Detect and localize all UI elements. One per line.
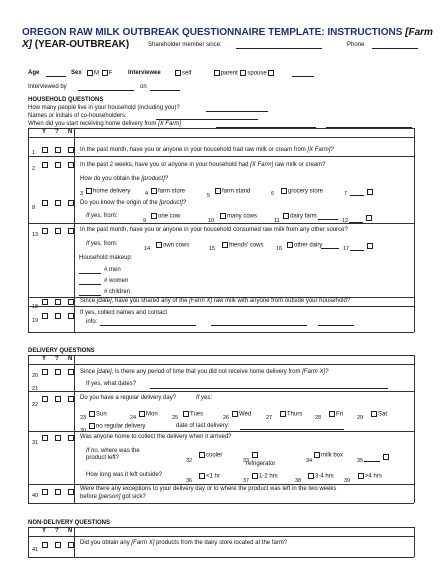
contact-info-field[interactable] <box>100 325 196 326</box>
children-field[interactable] <box>79 295 101 296</box>
qnum-9: 9 <box>143 218 147 224</box>
q19-info: info: <box>86 319 98 325</box>
shareholder-field[interactable] <box>236 48 322 49</box>
qnum-18: 18 <box>32 304 39 310</box>
qnum-17: 17 <box>343 246 350 252</box>
q22-no[interactable] <box>68 396 74 402</box>
contact-info-field-3[interactable] <box>318 325 354 326</box>
qnum-13: 13 <box>32 232 39 238</box>
row-rule <box>28 391 414 392</box>
day-fri: Fri <box>328 411 343 419</box>
delivery-heading: DELIVERY QUESTIONS <box>28 348 95 354</box>
day-wed: Wed <box>231 411 251 419</box>
household-table-right <box>414 128 415 332</box>
delivery-table-bottom <box>28 503 414 504</box>
q8-text: Do you know the origin of the [product]? <box>80 200 187 206</box>
own-cows-checkbox[interactable] <box>156 242 162 248</box>
milk-box-checkbox[interactable] <box>314 452 320 458</box>
qnum-10: 10 <box>208 218 215 224</box>
on-label: on <box>140 84 147 90</box>
household-header-rule <box>28 137 414 138</box>
col-n: N <box>68 129 73 135</box>
nondelivery-table-bottom <box>28 557 414 558</box>
q41-answers <box>41 542 75 550</box>
spouse-checkbox[interactable] <box>240 70 246 76</box>
delivery-table-right <box>414 355 415 503</box>
col-unsure: ? <box>55 528 59 534</box>
qnum-6: 6 <box>271 191 275 197</box>
fri-checkbox[interactable] <box>329 411 335 417</box>
what-dates-field[interactable] <box>150 388 388 389</box>
row-rule <box>28 306 414 307</box>
qnum-38: 38 <box>295 478 302 484</box>
qnum-41: 41 <box>32 547 39 553</box>
qnum-26: 26 <box>223 415 230 421</box>
contact-info-field-2[interactable] <box>211 325 307 326</box>
nondelivery-table-top <box>28 527 414 528</box>
other-source-checkbox[interactable] <box>367 243 373 249</box>
qnum-31: 31 <box>32 440 39 446</box>
interviewer-field[interactable] <box>78 90 134 91</box>
how-long-label: How long was it left outside? <box>86 472 163 478</box>
q19-no[interactable] <box>68 313 74 319</box>
other-source-field[interactable] <box>350 250 364 251</box>
qnum-19: 19 <box>32 318 39 324</box>
delivery-table-left <box>28 355 29 503</box>
qnum-29: 29 <box>357 415 364 421</box>
q20-yes[interactable] <box>42 369 48 375</box>
qnum-37: 37 <box>243 478 250 484</box>
one-cow-checkbox[interactable] <box>151 213 157 219</box>
qnum-20: 20 <box>32 373 39 379</box>
page-title: OREGON RAW MILK OUTBREAK QUESTIONNAIRE TEMPLATE: INSTRUCTIONS [Farm <box>22 27 433 38</box>
other-dairy-checkbox[interactable] <box>287 242 293 248</box>
q8-unsure[interactable] <box>55 200 61 206</box>
qnum-27: 27 <box>266 415 273 421</box>
many-cows-checkbox[interactable] <box>220 213 226 219</box>
men-field[interactable] <box>79 273 101 274</box>
q19-unsure[interactable] <box>55 313 61 319</box>
q22-unsure[interactable] <box>55 396 61 402</box>
age-label: Age <box>28 70 40 76</box>
q40-text: Were there any exceptions to your delivery day or to where the product was left in the two weeks <box>80 486 337 492</box>
q31-yes[interactable] <box>42 435 48 441</box>
qnum-36: 36 <box>186 478 193 484</box>
qnum-35: 35 <box>357 458 364 464</box>
qnum-4: 4 <box>145 191 149 197</box>
nondelivery-table-right <box>414 527 415 557</box>
grocery-store-checkbox[interactable] <box>281 188 287 194</box>
q13-text: In the past month, have you or anyone in your household consumed raw milk from any other source? <box>80 227 348 233</box>
no-regular-checkbox[interactable] <box>89 423 95 429</box>
phone-field[interactable] <box>372 48 418 49</box>
opt-milk-box: milk box <box>313 452 343 460</box>
women-field[interactable] <box>79 284 101 285</box>
household-heading: HOUSEHOLD QUESTIONS <box>28 97 104 103</box>
opt-friends-cows: friends' cows <box>221 242 264 250</box>
opt-1-2: 1-2 hrs <box>251 473 278 481</box>
opt-dairy-farm: dairy farm <box>282 213 317 221</box>
q31-text: Was anyone home to collect the delivery when it arrived? <box>80 434 232 440</box>
day-sun: Sun <box>88 411 107 419</box>
qnum-21: 21 <box>32 386 39 392</box>
other-obtain-checkbox[interactable] <box>367 189 373 195</box>
refrigerator-label: refrigerator <box>246 461 276 467</box>
self-checkbox[interactable] <box>175 70 181 76</box>
q22-answers <box>41 396 75 404</box>
qnum-25: 25 <box>172 415 179 421</box>
day-thurs: Thurs <box>279 411 302 419</box>
qnum-5: 5 <box>207 193 211 199</box>
sex-options: M F <box>86 70 112 78</box>
opt-gt4: >4 hrs <box>357 473 382 481</box>
other-checkbox[interactable] <box>268 70 274 76</box>
q13-unsure[interactable] <box>55 228 61 234</box>
opt-other-dairy: other dairy <box>286 242 322 250</box>
phone-label: Phone <box>347 42 365 48</box>
sex-f-checkbox[interactable] <box>102 70 108 76</box>
q8-yes[interactable] <box>42 200 48 206</box>
qnum-15: 15 <box>209 246 216 252</box>
opt-farm-store: farm store <box>150 188 185 196</box>
q31-no[interactable] <box>68 435 74 441</box>
q41-no[interactable] <box>68 542 74 548</box>
q18-text: Since [date], have you shared any of the [Farm X] raw milk with anyone from outside your household? <box>80 298 351 304</box>
opt-home-delivery: home delivery <box>85 188 130 196</box>
qnum-24: 24 <box>130 415 137 421</box>
age-field[interactable] <box>46 76 66 77</box>
qnum-16: 16 <box>276 246 283 252</box>
cooler-checkbox[interactable] <box>199 452 205 458</box>
col-unsure: ? <box>55 356 59 362</box>
refrigerator-checkbox[interactable] <box>252 452 258 458</box>
day-tues: Tues <box>182 411 203 419</box>
day-mon: Mon <box>138 411 158 419</box>
q41-unsure[interactable] <box>55 542 61 548</box>
opt-one-cow: one cow <box>150 213 180 221</box>
thurs-checkbox[interactable] <box>280 411 286 417</box>
interviewed-by-label: Interviewed by <box>28 84 67 90</box>
interviewee-label: Interviewee <box>128 70 161 76</box>
other-origin-checkbox[interactable] <box>366 215 372 221</box>
opt-own-cows: own cows <box>155 242 189 250</box>
q2-yes[interactable] <box>42 162 48 168</box>
where-left-label: If no, <box>86 448 100 454</box>
q1-yes[interactable] <box>42 147 48 153</box>
q40-text-2: before [person] got sick? <box>80 494 146 500</box>
q2-answers <box>41 162 75 170</box>
farm-store-checkbox[interactable] <box>151 188 157 194</box>
q22-text: Do you have a regular delivery day? <box>80 395 177 401</box>
q41-text: Did you obtain any [Farm X] products from the dairy store located at the farm? <box>80 540 288 546</box>
qnum-1: 1 <box>32 150 36 156</box>
col-y: Y <box>42 356 47 362</box>
people-question: How many people live in your household (including you)? <box>28 105 180 111</box>
farm-stand-checkbox[interactable] <box>215 188 221 194</box>
q20-no[interactable] <box>68 369 74 375</box>
names-field[interactable] <box>156 119 258 120</box>
h34-checkbox[interactable] <box>308 473 314 479</box>
row-rule <box>28 223 414 224</box>
mon-checkbox[interactable] <box>139 411 145 417</box>
row-rule <box>28 156 414 157</box>
household-makeup-label: Household makeup: <box>79 255 133 261</box>
q20-unsure[interactable] <box>55 369 61 375</box>
q19-answers <box>41 313 75 321</box>
wed-checkbox[interactable] <box>232 411 238 417</box>
row-rule <box>28 484 414 485</box>
qnum-3: 3 <box>80 191 84 197</box>
people-field[interactable] <box>206 111 268 112</box>
qnum-33: 33 <box>243 458 250 464</box>
last-delivery-field[interactable] <box>240 429 344 430</box>
q2-unsure[interactable] <box>55 162 61 168</box>
q8-no[interactable] <box>68 200 74 206</box>
q20-text: Since [date], is there any period of time that you did not receive home delivery from [Farm X]? <box>80 369 329 375</box>
where-left-text: where was the product left? <box>86 448 140 461</box>
opt-lt1: <1 hr <box>198 473 220 481</box>
q18-no[interactable] <box>68 299 74 305</box>
qnum-12: 12 <box>342 218 349 224</box>
other-location-checkbox[interactable] <box>383 454 389 460</box>
q19-yes[interactable] <box>42 313 48 319</box>
interview-date-field[interactable] <box>150 90 180 91</box>
q40-yes[interactable] <box>42 489 48 495</box>
nondelivery-heading: NON-DELIVERY QUESTIONS <box>28 520 111 526</box>
qnum-2: 2 <box>32 166 36 172</box>
q31-answers <box>41 435 75 443</box>
q2-text: In the past 2 weeks, have you or anyone in your household had [X Farm] raw milk or cream? <box>80 162 326 168</box>
parent-checkbox[interactable] <box>214 70 220 76</box>
col-y: Y <box>42 129 47 135</box>
delivery-header-rule <box>28 364 414 365</box>
qnum-7: 7 <box>344 191 348 197</box>
sex-label: Sex <box>71 70 82 76</box>
shareholder-label: Shareholder member since: <box>148 42 222 48</box>
opt-farm-stand: farm stand <box>214 188 250 196</box>
qnum-34: 34 <box>306 458 313 464</box>
last-delivery-label: date of last delivery: <box>176 423 230 429</box>
opt-grocery-store: grocery store <box>280 188 323 196</box>
qnum-30: 30 <box>80 428 87 434</box>
delivery-table-top <box>28 355 414 356</box>
other-dairy-field[interactable] <box>321 248 339 249</box>
tues-checkbox[interactable] <box>183 411 189 417</box>
children-label: # children <box>104 289 131 295</box>
q22-ifyes: If yes: <box>196 395 213 401</box>
q1-text: In the past month, have you or anyone in your household had raw milk or cream from [X Farm]? <box>80 147 334 153</box>
q31-unsure[interactable] <box>55 435 61 441</box>
household-table-left <box>28 128 29 332</box>
qnum-8: 8 <box>32 205 36 211</box>
col-y: Y <box>42 528 47 534</box>
interviewee-options: self parent spouse <box>174 70 275 78</box>
qnum-28: 28 <box>315 415 322 421</box>
sat-checkbox[interactable] <box>371 411 377 417</box>
qnum-23: 23 <box>80 415 87 421</box>
q1-no[interactable] <box>68 147 74 153</box>
q13-answers <box>41 228 75 236</box>
sex-m-checkbox[interactable] <box>87 70 93 76</box>
q22-yes[interactable] <box>42 396 48 402</box>
nondelivery-header-rule <box>28 536 414 537</box>
day-sat: Sat <box>370 411 387 419</box>
opt-cooler: cooler <box>198 452 222 460</box>
q40-unsure[interactable] <box>55 489 61 495</box>
q19-text: If yes, collect names and contact <box>80 310 168 316</box>
start-delivery-question: When did you start receiving home delivery from [X Farm] <box>28 121 182 127</box>
qnum-22: 22 <box>32 402 39 408</box>
names-question: Names or initials of co-householders: <box>28 113 127 119</box>
other-location-field[interactable] <box>364 461 380 462</box>
q1-answers <box>41 147 75 155</box>
men-label: # men <box>104 267 121 273</box>
q40-no[interactable] <box>68 489 74 495</box>
col-unsure: ? <box>55 129 59 135</box>
q40-answers <box>41 489 75 497</box>
opt-refrigerator <box>251 452 259 460</box>
no-regular-delivery: no regular delivery <box>88 423 145 431</box>
opt-3-4: 3-4 hrs <box>307 473 334 481</box>
q1-unsure[interactable] <box>55 147 61 153</box>
q8-ifyes: If yes, from: <box>86 213 118 219</box>
col-n: N <box>68 528 73 534</box>
q2-no[interactable] <box>68 162 74 168</box>
q13-yes[interactable] <box>42 228 48 234</box>
q18-yes[interactable] <box>42 299 48 305</box>
q20-answers <box>41 369 75 377</box>
friends-cows-checkbox[interactable] <box>222 242 228 248</box>
sun-checkbox[interactable] <box>89 411 95 417</box>
obtain-question: How do you obtain the [product]? <box>80 176 169 182</box>
home-delivery-checkbox[interactable] <box>86 188 92 194</box>
page-title-line2: X] (YEAR-OUTBREAK) <box>22 39 130 50</box>
opt-many-cows: many cows <box>219 213 257 221</box>
qnum-32: 32 <box>186 458 193 464</box>
qnum-39: 39 <box>344 478 351 484</box>
interviewee-other-field[interactable] <box>292 76 314 77</box>
col-n: N <box>68 356 73 362</box>
delivery-table-divider <box>74 355 75 503</box>
what-dates-label: If yes, what dates? <box>86 381 137 387</box>
q8-answers <box>41 200 75 208</box>
qnum-14: 14 <box>144 246 151 252</box>
women-label: # women <box>104 278 129 284</box>
lt1-checkbox[interactable] <box>199 473 205 479</box>
household-table-bottom <box>28 332 414 333</box>
q41-yes[interactable] <box>42 542 48 548</box>
household-table-top <box>28 128 414 129</box>
gt4-checkbox[interactable] <box>358 473 364 479</box>
q18-unsure[interactable] <box>55 299 61 305</box>
dairy-farm-checkbox[interactable] <box>283 213 289 219</box>
q13-ifyes: If yes, from: <box>86 241 118 247</box>
qnum-40: 40 <box>32 493 39 499</box>
h12-checkbox[interactable] <box>252 473 258 479</box>
nondelivery-table-left <box>28 527 29 557</box>
row-rule <box>28 431 414 432</box>
dairy-farm-field[interactable] <box>318 219 338 220</box>
q13-no[interactable] <box>68 228 74 234</box>
other-obtain-field[interactable] <box>350 195 364 196</box>
qnum-11: 11 <box>274 218 280 224</box>
